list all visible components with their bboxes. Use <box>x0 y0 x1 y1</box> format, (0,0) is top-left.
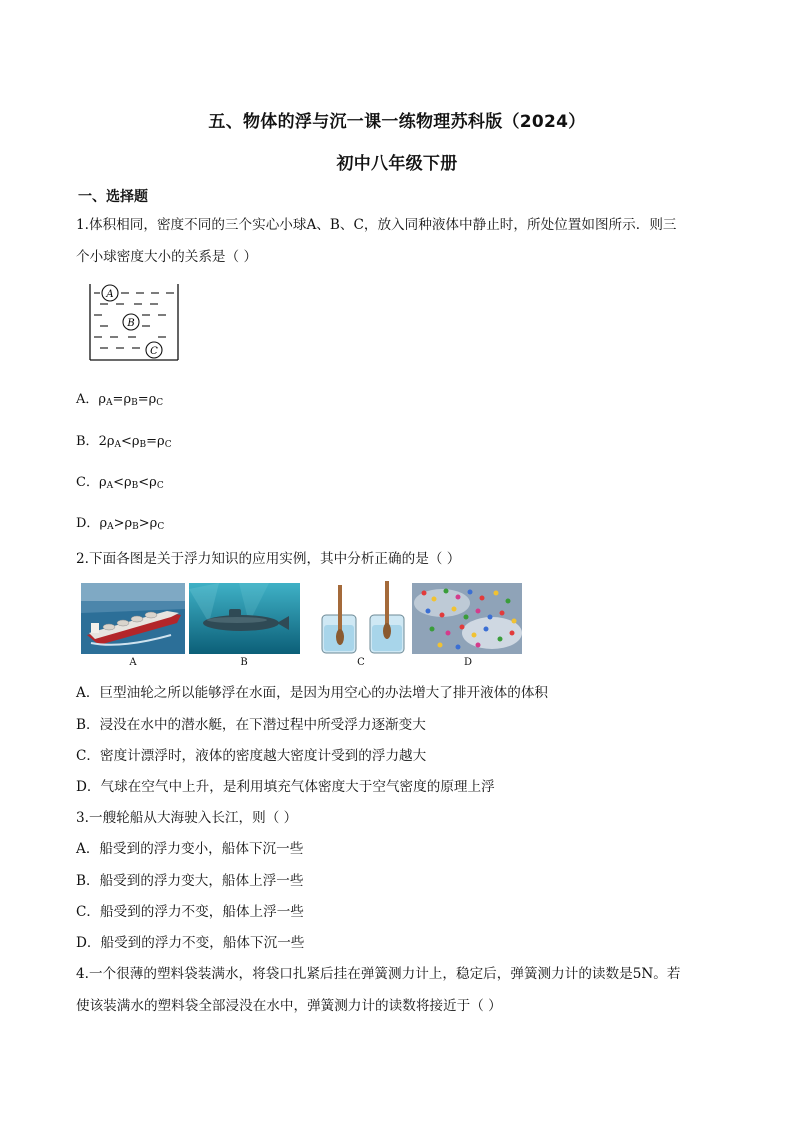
q1-stem-line2: 个小球密度大小的关系是（ ） <box>76 249 258 265</box>
q2-option-b[interactable]: B．浸没在水中的潜水艇，在下潜过程中所受浮力逐渐变大 <box>76 717 426 733</box>
svg-text:B: B <box>127 318 135 329</box>
figure-caption-b: B <box>240 657 248 668</box>
svg-text:A: A <box>106 289 114 300</box>
q1-stem-line1: 1.体积相同，密度不同的三个实心小球A、B、C，放入同种液体中静止时，所处位置如图所示．则三 <box>76 217 677 233</box>
q1-option-d-formula: $\rho_A>\rho_B>\rho_C$ <box>99 516 165 532</box>
document-title: 五、物体的浮与沉一课一练物理苏科版（2024） <box>208 112 586 132</box>
q1-option-b[interactable]: B．$2\rho_A<\rho_B=\rho_C$ <box>76 434 172 450</box>
q2-option-d[interactable]: D．气球在空气中上升，是利用填充气体密度大于空气密度的原理上浮 <box>76 779 495 795</box>
q3-option-c[interactable]: C．船受到的浮力不变，船体上浮一些 <box>76 904 304 920</box>
figure-caption-c: C <box>357 657 365 668</box>
balloons-image <box>412 583 522 654</box>
q1-option-a-formula: $\rho_A=\rho_B=\rho_C$ <box>98 392 164 408</box>
figure-caption-a: A <box>129 657 137 668</box>
q1-container-diagram <box>86 282 182 362</box>
tanker-image <box>81 583 185 654</box>
q3-stem: 3.一艘轮船从大海驶入长江，则（ ） <box>76 810 298 826</box>
ball-b <box>123 314 139 330</box>
q1-option-d[interactable]: D．$\rho_A>\rho_B>\rho_C$ <box>76 516 165 532</box>
svg-text:C: C <box>150 346 158 357</box>
q4-stem-line1: 4.一个很薄的塑料袋装满水，将袋口扎紧后挂在弹簧测力计上，稳定后，弹簧测力计的读数是5N。若 <box>76 966 681 982</box>
q3-option-b[interactable]: B．船受到的浮力变大，船体上浮一些 <box>76 873 304 889</box>
q1-option-b-formula: $2\rho_A<\rho_B=\rho_C$ <box>98 434 172 450</box>
section-heading: 一、选择题 <box>78 189 148 205</box>
ball-a <box>102 285 118 301</box>
q1-option-a[interactable]: A．$\rho_A=\rho_B=\rho_C$ <box>76 392 164 408</box>
figure-caption-d: D <box>463 657 473 668</box>
q1-option-c-formula: $\rho_A<\rho_B<\rho_C$ <box>98 475 164 491</box>
hydrometer-image <box>316 579 410 654</box>
q4-stem-line2: 使该装满水的塑料袋全部浸没在水中，弹簧测力计的读数将接近于（ ） <box>76 998 502 1014</box>
submarine-image <box>189 583 300 654</box>
q3-option-d[interactable]: D．船受到的浮力不变，船体下沉一些 <box>76 935 305 951</box>
document-subtitle: 初中八年级下册 <box>336 154 458 174</box>
ball-c <box>146 342 162 358</box>
q1-option-c[interactable]: C．$\rho_A<\rho_B<\rho_C$ <box>76 475 164 491</box>
q2-option-a[interactable]: A．巨型油轮之所以能够浮在水面，是因为用空心的办法增大了排开液体的体积 <box>76 685 549 701</box>
q2-stem: 2.下面各图是关于浮力知识的应用实例，其中分析正确的是（ ） <box>76 551 461 567</box>
q3-option-a[interactable]: A．船受到的浮力变小，船体下沉一些 <box>76 841 304 857</box>
q2-option-c[interactable]: C．密度计漂浮时，液体的密度越大密度计受到的浮力越大 <box>76 748 427 764</box>
